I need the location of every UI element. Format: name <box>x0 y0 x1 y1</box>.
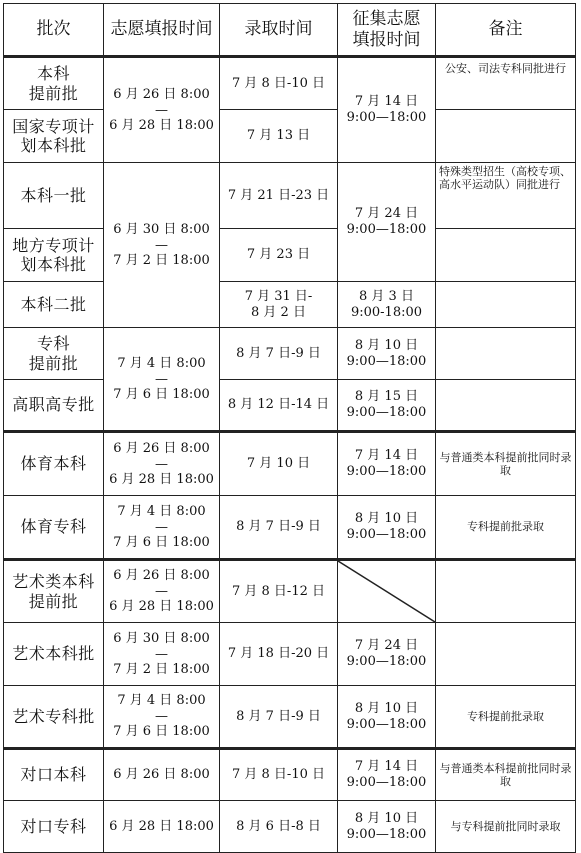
supplement-hours: 9:00—18:00 <box>346 716 427 732</box>
fill-end: 7 月 2 日 18:00 <box>113 252 210 268</box>
fill-end: 7 月 2 日 18:00 <box>113 661 210 677</box>
note-cell <box>436 282 576 328</box>
table-row <box>4 801 576 853</box>
batch-line: 地方专项计 <box>12 235 95 255</box>
admission-cell: 8 月 6 日-8 日 <box>220 801 338 853</box>
note-cell: 与普通类本科提前批同时录取 <box>436 432 576 496</box>
fill-end: 6 月 28 日 18:00 <box>109 599 214 614</box>
admission-line: 7 月 31 日- <box>244 288 313 304</box>
diagonal-line <box>338 561 435 622</box>
supplement-date: 7 月 14 日 <box>354 759 419 775</box>
supplement-date: 8 月 3 日 <box>359 288 414 304</box>
supplement-hours: 9:00—18:00 <box>346 405 427 420</box>
note-cell <box>436 623 576 686</box>
admission-cell: 7 月 21 日-23 日 <box>220 163 338 229</box>
batch-cell: 本科一批 <box>4 163 104 229</box>
table-row <box>4 328 576 380</box>
admission-schedule-table <box>3 3 576 853</box>
admission-cell: 7 月 8 日-10 日 <box>220 749 338 801</box>
fill-dash: — <box>155 519 168 535</box>
supplement-date: 7 月 24 日 <box>354 638 419 654</box>
table-row <box>4 623 576 686</box>
admission-cell: 7 月 13 日 <box>220 110 338 163</box>
supplement-hours: 9:00—18:00 <box>346 110 427 125</box>
supplement-cell <box>338 57 436 163</box>
supplement-date: 7 月 24 日 <box>354 206 419 222</box>
supplement-cell <box>338 380 436 432</box>
supplement-hours: 9:00—18:00 <box>346 222 427 237</box>
fill-end: 7 月 6 日 18:00 <box>113 724 210 739</box>
fill-time-cell <box>104 328 220 432</box>
fill-time-cell <box>104 163 220 328</box>
fill-end: 6 月 28 日 18:00 <box>109 471 214 487</box>
table-row <box>4 163 576 229</box>
fill-time-cell: 6 月 28 日 18:00 <box>104 801 220 853</box>
supplement-date: 8 月 10 日 <box>354 337 419 353</box>
batch-cell <box>4 328 104 380</box>
fill-start: 6 月 26 日 8:00 <box>113 440 210 456</box>
supplement-hours: 9:00-18:00 <box>350 304 423 320</box>
header-admission-time: 录取时间 <box>220 4 338 57</box>
batch-line: 划本科批 <box>20 255 87 274</box>
fill-end: 7 月 6 日 18:00 <box>113 534 210 550</box>
fill-dash: — <box>155 646 168 662</box>
note-cell: 与普通类本科提前批同时录取 <box>436 749 576 801</box>
note-cell <box>436 229 576 282</box>
table-row <box>4 560 576 623</box>
supplement-cell <box>338 623 436 686</box>
supplement-cell <box>338 749 436 801</box>
note-cell: 专科提前批录取 <box>436 686 576 749</box>
table-row <box>4 380 576 432</box>
header-supplement-line1: 征集志愿 <box>352 9 421 30</box>
supplement-cell-empty <box>338 560 436 623</box>
header-note: 备注 <box>436 4 576 57</box>
note-cell <box>436 560 576 623</box>
batch-line: 划本科批 <box>20 136 87 155</box>
batch-cell: 艺术本科批 <box>4 623 104 686</box>
table-row <box>4 496 576 560</box>
fill-start: 6 月 26 日 8:00 <box>113 86 210 102</box>
admission-cell: 8 月 12 日-14 日 <box>220 380 338 432</box>
batch-cell: 体育专科 <box>4 496 104 560</box>
fill-end: 7 月 6 日 18:00 <box>113 386 210 402</box>
supplement-hours: 9:00—18:00 <box>346 464 427 479</box>
note-cell: 特殊类型招生（高校专项、高水平运动队）同批进行 <box>436 163 576 229</box>
fill-time-cell <box>104 623 220 686</box>
batch-line: 提前批 <box>28 353 79 373</box>
fill-time-cell <box>104 432 220 496</box>
supplement-date: 8 月 10 日 <box>354 810 419 826</box>
header-supplement-time <box>338 4 436 57</box>
note-cell <box>436 328 576 380</box>
supplement-hours: 9:00—18:00 <box>346 527 427 542</box>
fill-dash: — <box>155 456 168 472</box>
fill-dash: — <box>155 102 168 118</box>
supplement-date: 8 月 10 日 <box>354 511 419 527</box>
supplement-cell <box>338 496 436 560</box>
header-supplement-line2: 填报时间 <box>352 29 421 50</box>
note-cell <box>436 110 576 163</box>
note-cell: 公安、司法专科同批进行 <box>436 57 576 110</box>
admission-cell: 8 月 7 日-9 日 <box>220 328 338 380</box>
supplement-date: 7 月 14 日 <box>354 94 419 110</box>
table-row <box>4 229 576 282</box>
fill-time-cell <box>104 57 220 163</box>
batch-line: 专科 <box>36 334 70 354</box>
fill-dash: — <box>155 584 168 599</box>
supplement-date: 8 月 10 日 <box>354 700 419 716</box>
batch-cell: 艺术专科批 <box>4 686 104 749</box>
batch-cell <box>4 57 104 110</box>
fill-time-cell <box>104 686 220 749</box>
header-fill-time: 志愿填报时间 <box>104 4 220 57</box>
supplement-hours: 9:00—18:00 <box>346 826 427 842</box>
batch-cell <box>4 229 104 282</box>
header-row <box>4 4 576 57</box>
supplement-cell <box>338 328 436 380</box>
admission-cell: 7 月 18 日-20 日 <box>220 623 338 686</box>
table-row <box>4 110 576 163</box>
fill-dash: — <box>155 237 168 253</box>
supplement-hours: 9:00—18:00 <box>346 775 427 790</box>
fill-start: 6 月 26 日 8:00 <box>113 568 210 584</box>
batch-cell: 高职高专批 <box>4 380 104 432</box>
admission-cell: 8 月 7 日-9 日 <box>220 496 338 560</box>
supplement-hours: 9:00—18:00 <box>346 654 427 669</box>
fill-start: 6 月 30 日 8:00 <box>113 630 210 646</box>
fill-start: 7 月 4 日 8:00 <box>117 693 206 709</box>
admission-cell: 7 月 8 日-12 日 <box>220 560 338 623</box>
admission-cell: 7 月 23 日 <box>220 229 338 282</box>
note-cell: 专科提前批录取 <box>436 496 576 560</box>
fill-dash: — <box>155 371 168 387</box>
supplement-hours: 9:00—18:00 <box>346 353 427 369</box>
table-row <box>4 686 576 749</box>
note-cell: 与专科提前批同时录取 <box>436 801 576 853</box>
admission-cell: 7 月 10 日 <box>220 432 338 496</box>
batch-line: 提前批 <box>28 591 79 611</box>
batch-line: 艺术类本科 <box>12 572 95 592</box>
table-row <box>4 432 576 496</box>
batch-cell <box>4 110 104 163</box>
batch-line: 国家专项计 <box>12 116 95 136</box>
fill-dash: — <box>155 709 168 724</box>
batch-cell: 对口专科 <box>4 801 104 853</box>
batch-cell <box>4 560 104 623</box>
header-batch: 批次 <box>4 4 104 57</box>
batch-cell: 体育本科 <box>4 432 104 496</box>
admission-line: 8 月 2 日 <box>251 304 306 320</box>
fill-time-cell: 6 月 26 日 8:00 <box>104 749 220 801</box>
supplement-cell <box>338 282 436 328</box>
supplement-cell <box>338 801 436 853</box>
batch-line: 提前批 <box>28 83 79 103</box>
table-row <box>4 57 576 110</box>
table-row <box>4 282 576 328</box>
supplement-date: 8 月 15 日 <box>354 389 419 405</box>
batch-cell: 对口本科 <box>4 749 104 801</box>
batch-cell: 本科二批 <box>4 282 104 328</box>
fill-time-cell <box>104 560 220 623</box>
fill-time-cell <box>104 496 220 560</box>
admission-cell: 8 月 7 日-9 日 <box>220 686 338 749</box>
fill-start: 7 月 4 日 8:00 <box>117 355 206 371</box>
note-cell <box>436 380 576 432</box>
supplement-cell <box>338 686 436 749</box>
admission-cell: 7 月 8 日-10 日 <box>220 57 338 110</box>
supplement-date: 7 月 14 日 <box>354 448 419 464</box>
fill-end: 6 月 28 日 18:00 <box>109 117 214 133</box>
fill-start: 7 月 4 日 8:00 <box>117 503 206 519</box>
batch-line: 本科 <box>36 64 70 84</box>
admission-cell <box>220 282 338 328</box>
table-row <box>4 749 576 801</box>
supplement-cell <box>338 163 436 282</box>
supplement-cell <box>338 432 436 496</box>
fill-start: 6 月 30 日 8:00 <box>113 221 210 237</box>
